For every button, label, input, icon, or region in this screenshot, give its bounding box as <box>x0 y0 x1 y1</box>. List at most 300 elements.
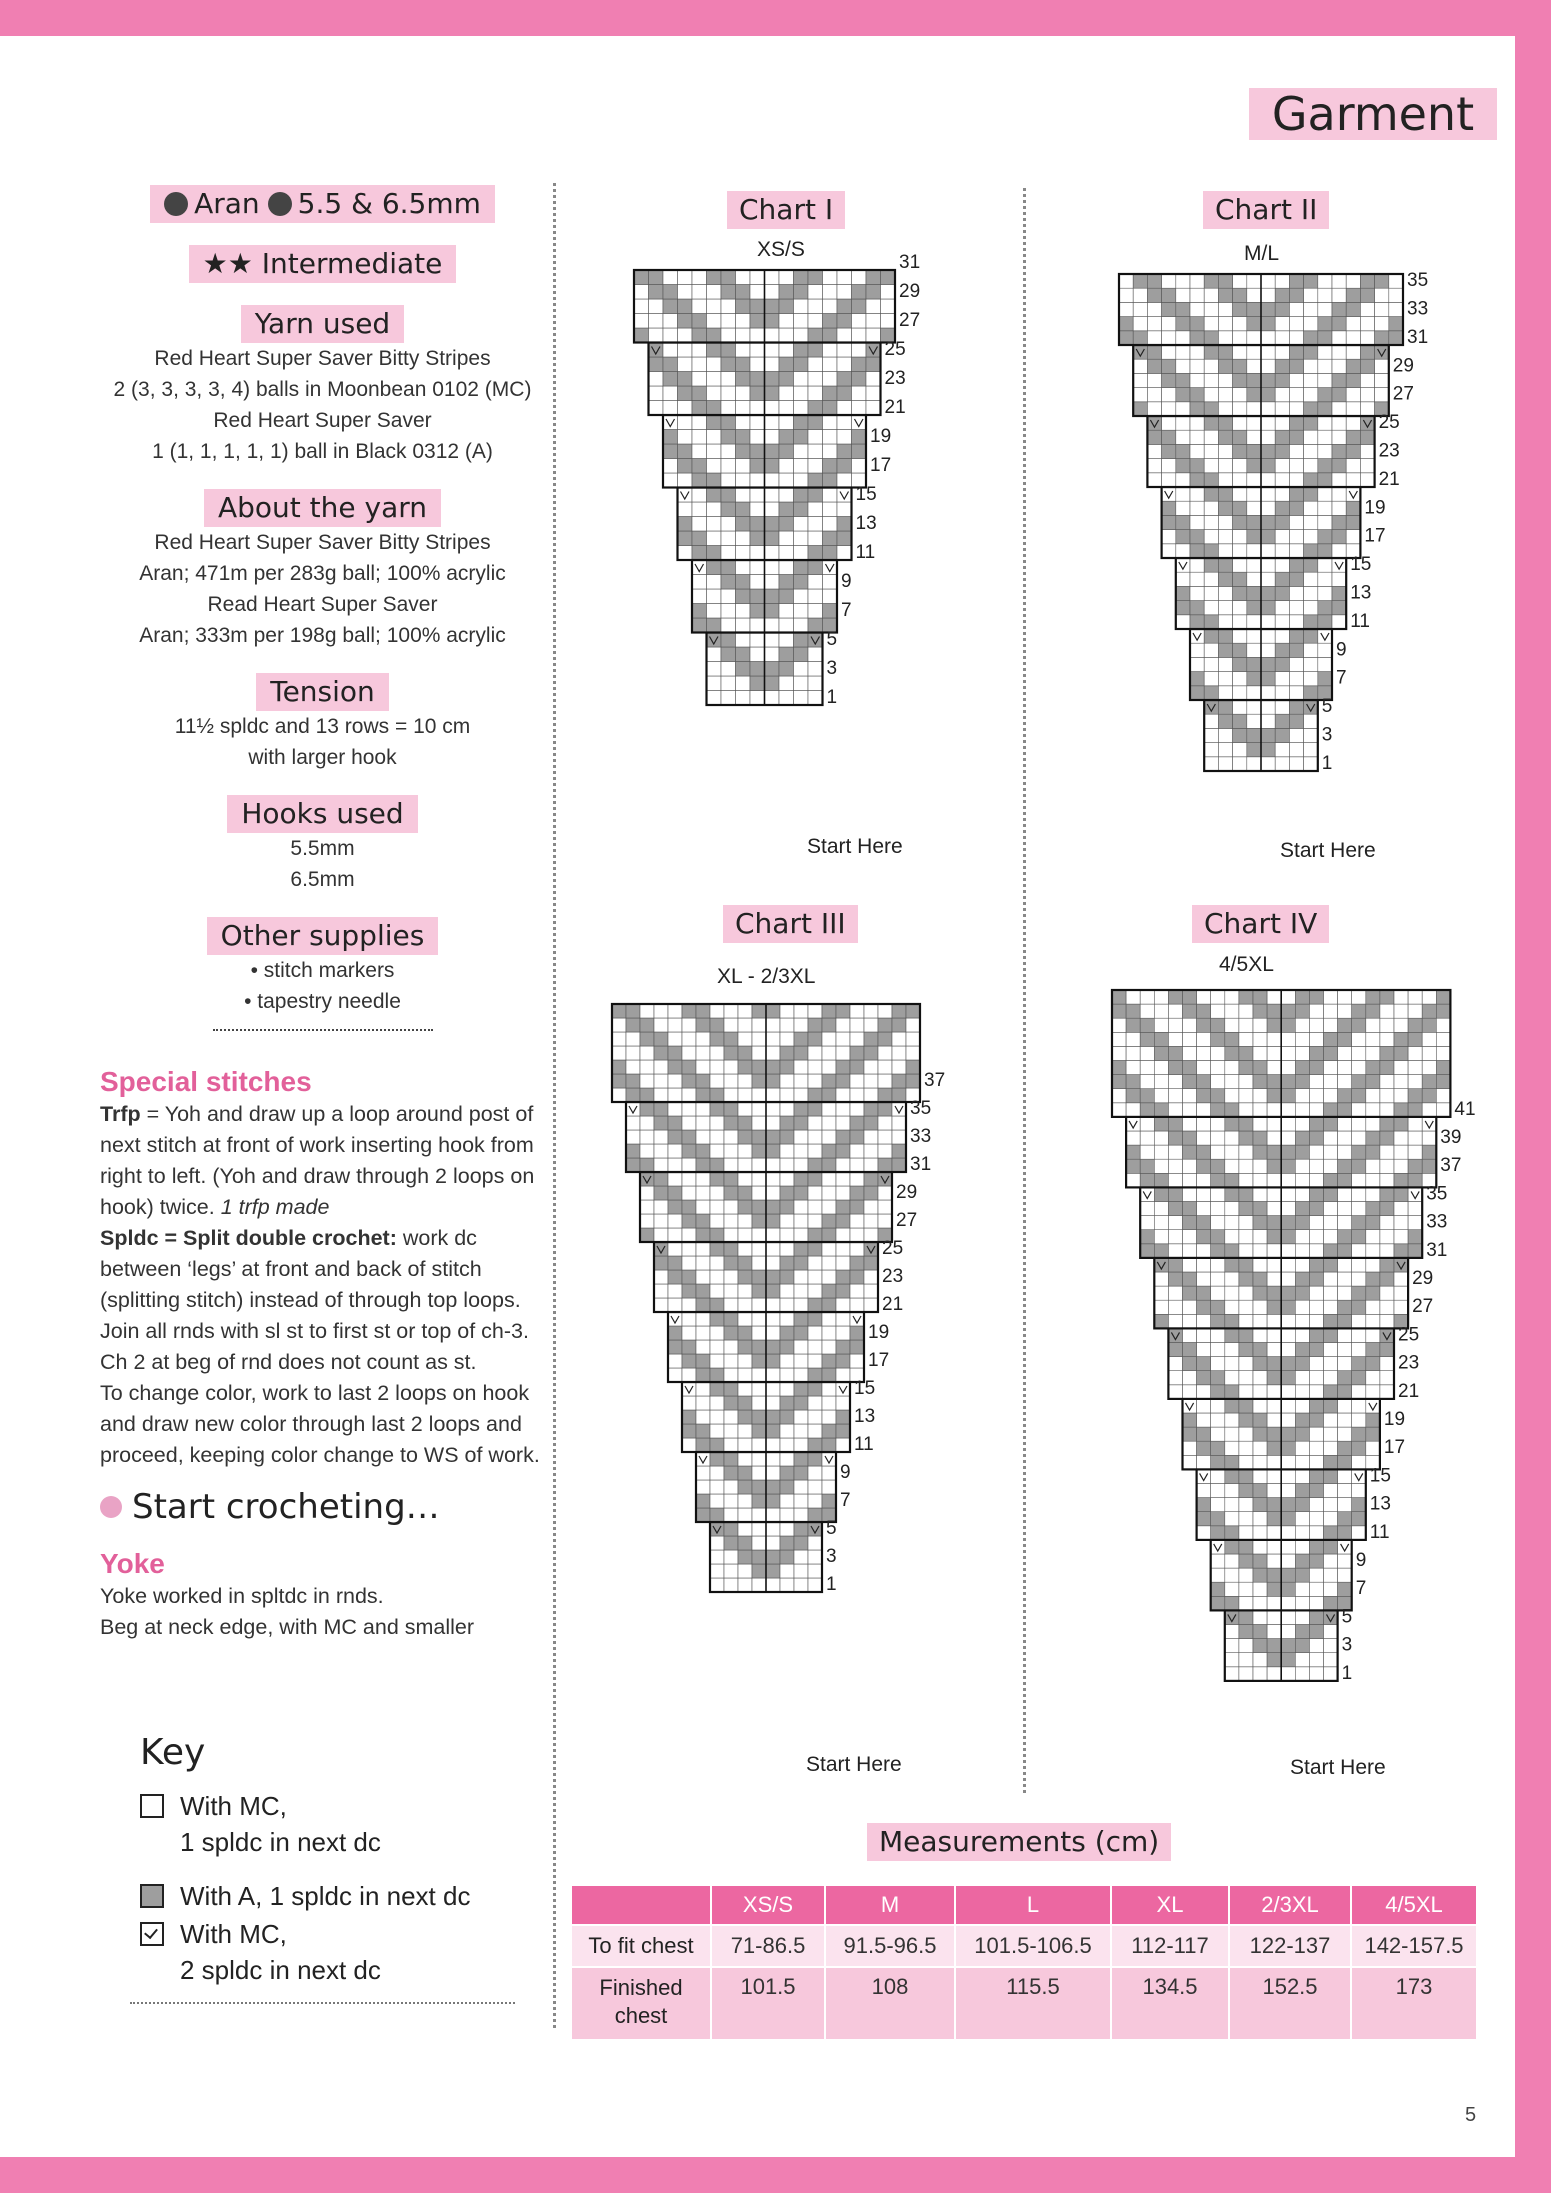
contrast-stitch-cell <box>1360 430 1374 444</box>
mc-stitch-cell <box>1267 1413 1281 1427</box>
mc-stitch-cell <box>766 1438 780 1452</box>
mc-stitch-cell <box>1126 990 1140 1004</box>
contrast-stitch-cell <box>1281 1639 1295 1653</box>
mc-stitch-cell <box>752 1298 766 1312</box>
contrast-stitch-cell <box>750 372 765 387</box>
contrast-stitch-cell <box>1126 1089 1140 1103</box>
mc-stitch-cell <box>766 1452 780 1466</box>
contrast-stitch-cell <box>1197 1018 1211 1032</box>
mc-stitch-cell <box>1147 317 1161 331</box>
mc-stitch-cell <box>1281 1314 1295 1328</box>
contrast-stitch-cell <box>752 1004 766 1018</box>
contrast-stitch-cell <box>640 1158 654 1172</box>
mc-stitch-cell <box>1247 501 1261 515</box>
mc-stitch-cell <box>864 1214 878 1228</box>
mc-stitch-cell <box>654 1270 668 1284</box>
contrast-stitch-cell <box>836 1200 850 1214</box>
contrast-stitch-cell <box>1233 657 1247 671</box>
contrast-stitch-cell <box>1289 629 1303 643</box>
mc-stitch-cell <box>678 415 693 430</box>
contrast-stitch-cell <box>649 270 664 285</box>
contrast-stitch-cell <box>1197 1145 1211 1159</box>
mc-stitch-cell <box>1332 274 1346 288</box>
mc-stitch-cell <box>1346 402 1360 416</box>
mc-stitch-cell <box>1183 1328 1197 1342</box>
contrast-stitch-cell <box>1380 1131 1394 1145</box>
mc-stitch-cell <box>1295 1244 1309 1258</box>
mc-stitch-cell <box>1253 1385 1267 1399</box>
mc-stitch-cell <box>1309 1427 1323 1441</box>
contrast-stitch-cell <box>1324 1455 1338 1469</box>
mc-stitch-cell <box>738 1074 752 1088</box>
contrast-stitch-cell <box>823 328 838 343</box>
mc-stitch-cell <box>1338 1484 1352 1498</box>
mc-stitch-cell <box>1154 1230 1168 1244</box>
contrast-stitch-cell <box>1239 1202 1253 1216</box>
contrast-stitch-cell <box>1380 1187 1394 1201</box>
contrast-stitch-cell <box>1168 1258 1182 1272</box>
contrast-stitch-cell <box>724 1242 738 1256</box>
contrast-stitch-cell <box>822 1088 836 1102</box>
contrast-stitch-cell <box>779 589 794 604</box>
contrast-stitch-cell <box>724 1536 738 1550</box>
mc-stitch-cell <box>1267 1061 1281 1075</box>
yoke-title: Yoke <box>100 1548 165 1579</box>
mc-stitch-cell <box>1281 1526 1295 1540</box>
mc-stitch-cell <box>1211 1427 1225 1441</box>
yarn-used-line: Red Heart Super Saver <box>213 409 432 432</box>
mc-stitch-cell <box>724 1270 738 1284</box>
contrast-stitch-cell <box>692 473 707 488</box>
mc-stitch-cell <box>864 1200 878 1214</box>
contrast-stitch-cell <box>906 1004 920 1018</box>
contrast-stitch-cell <box>1253 1427 1267 1441</box>
mc-stitch-cell <box>1168 1145 1182 1159</box>
mc-stitch-cell <box>1218 459 1232 473</box>
mc-stitch-cell <box>1338 1343 1352 1357</box>
contrast-stitch-cell <box>692 328 707 343</box>
mc-stitch-cell <box>837 502 852 517</box>
mc-stitch-cell <box>1253 1018 1267 1032</box>
mc-stitch-cell <box>1380 1216 1394 1230</box>
mc-stitch-cell <box>1247 274 1261 288</box>
contrast-stitch-cell <box>765 517 780 532</box>
mc-stitch-cell <box>1197 1032 1211 1046</box>
mc-stitch-cell <box>1408 1202 1422 1216</box>
mc-stitch-cell <box>1318 430 1332 444</box>
mc-stitch-cell <box>852 459 867 474</box>
mc-stitch-cell <box>1218 530 1232 544</box>
mc-stitch-cell <box>1261 643 1275 657</box>
contrast-stitch-cell <box>1253 1639 1267 1653</box>
key-item-text: 2 spldc in next dc <box>180 1955 381 1985</box>
mc-stitch-cell <box>1295 1018 1309 1032</box>
contrast-stitch-cell <box>823 459 838 474</box>
row-number-label: 1 <box>1341 1662 1353 1684</box>
mc-stitch-cell <box>1162 530 1176 544</box>
contrast-stitch-cell <box>1289 572 1303 586</box>
mc-stitch-cell <box>1247 331 1261 345</box>
mc-stitch-cell <box>836 1312 850 1326</box>
contrast-stitch-cell <box>1211 1385 1225 1399</box>
mc-stitch-cell <box>1275 388 1289 402</box>
mc-stitch-cell <box>823 517 838 532</box>
mc-stitch-cell <box>724 1018 738 1032</box>
contrast-stitch-cell <box>1147 288 1161 302</box>
contrast-stitch-cell <box>780 1200 794 1214</box>
mc-stitch-cell <box>864 1130 878 1144</box>
mc-stitch-cell <box>808 1480 822 1494</box>
contrast-stitch-cell <box>721 575 736 590</box>
mc-stitch-cell <box>1324 1075 1338 1089</box>
mc-stitch-cell <box>836 1326 850 1340</box>
mc-stitch-cell <box>1197 990 1211 1004</box>
mc-stitch-cell <box>765 328 780 343</box>
mc-stitch-cell <box>878 1200 892 1214</box>
mc-stitch-cell <box>1247 473 1261 487</box>
mc-stitch-cell <box>1162 274 1176 288</box>
mc-stitch-cell <box>1281 1202 1295 1216</box>
contrast-stitch-cell <box>721 647 736 662</box>
row-number-label: 29 <box>1392 355 1414 377</box>
contrast-stitch-cell <box>1168 990 1182 1004</box>
row-number-label: 23 <box>884 367 906 389</box>
contrast-stitch-cell <box>663 299 678 314</box>
mc-stitch-cell <box>1253 1230 1267 1244</box>
mc-stitch-cell <box>682 1242 696 1256</box>
mc-stitch-cell <box>1309 1455 1323 1469</box>
mc-stitch-cell <box>1261 615 1275 629</box>
mc-stitch-cell <box>765 488 780 503</box>
mc-stitch-cell <box>736 270 751 285</box>
mc-stitch-cell <box>1247 402 1261 416</box>
mc-stitch-cell <box>1253 1300 1267 1314</box>
contrast-stitch-cell <box>780 1130 794 1144</box>
mc-stitch-cell <box>1295 1187 1309 1201</box>
mc-stitch-cell <box>1239 1512 1253 1526</box>
mc-stitch-cell <box>1267 1399 1281 1413</box>
special-stitches-title: Special stitches <box>100 1066 312 1097</box>
contrast-stitch-cell <box>1162 302 1176 316</box>
mc-stitch-cell <box>1162 544 1176 558</box>
mc-stitch-cell <box>1183 1300 1197 1314</box>
tension-line: with larger hook <box>248 746 397 769</box>
mc-stitch-cell <box>1253 1258 1267 1272</box>
row-number-label: 11 <box>854 1433 874 1455</box>
mc-stitch-cell <box>780 1158 794 1172</box>
mc-stitch-cell <box>1360 331 1374 345</box>
contrast-stitch-cell <box>1338 1455 1352 1469</box>
mc-stitch-cell <box>823 357 838 372</box>
mc-stitch-cell <box>864 1088 878 1102</box>
mc-stitch-cell <box>808 1410 822 1424</box>
mc-stitch-cell <box>1218 601 1232 615</box>
mc-stitch-cell <box>794 372 809 387</box>
contrast-stitch-cell <box>736 299 751 314</box>
contrast-stitch-cell <box>612 1074 626 1088</box>
mc-stitch-cell <box>808 1074 822 1088</box>
mc-stitch-cell <box>1211 1484 1225 1498</box>
contrast-stitch-cell <box>1324 1244 1338 1258</box>
mc-stitch-cell <box>1233 416 1247 430</box>
mc-stitch-cell <box>1253 1117 1267 1131</box>
mc-stitch-cell <box>1281 1258 1295 1272</box>
mc-stitch-cell <box>1318 657 1332 671</box>
mc-stitch-cell <box>794 546 809 561</box>
row-number-label: 11 <box>1369 1521 1390 1543</box>
mc-stitch-cell <box>1281 1596 1295 1610</box>
mc-stitch-cell <box>1380 1230 1394 1244</box>
mc-stitch-cell <box>1366 1032 1380 1046</box>
contrast-stitch-cell <box>836 1130 850 1144</box>
mc-stitch-cell <box>878 1116 892 1130</box>
contrast-stitch-cell <box>765 299 780 314</box>
row-number-label: 15 <box>1369 1465 1391 1487</box>
mc-stitch-cell <box>682 1088 696 1102</box>
mc-stitch-cell <box>1218 657 1232 671</box>
mc-stitch-cell <box>822 1102 836 1116</box>
mc-stitch-cell <box>1247 686 1261 700</box>
mc-stitch-cell <box>721 546 736 561</box>
row-number-label: 15 <box>1350 554 1372 576</box>
mc-stitch-cell <box>724 1130 738 1144</box>
mc-stitch-cell <box>1197 1385 1211 1399</box>
contrast-stitch-cell <box>1267 1441 1281 1455</box>
row-number-label: 35 <box>1426 1183 1448 1205</box>
mc-stitch-cell <box>1225 1075 1239 1089</box>
mc-stitch-cell <box>837 285 852 300</box>
contrast-stitch-cell <box>1295 1554 1309 1568</box>
mc-stitch-cell <box>752 1102 766 1116</box>
contrast-stitch-cell <box>1225 1469 1239 1483</box>
about-yarn-line: Aran; 471m per 283g ball; 100% acrylic <box>139 562 506 585</box>
mc-stitch-cell <box>808 459 823 474</box>
contrast-stitch-cell <box>1304 629 1318 643</box>
mc-stitch-cell <box>1267 1455 1281 1469</box>
contrast-stitch-cell <box>1218 487 1232 501</box>
contrast-stitch-cell <box>1239 1413 1253 1427</box>
contrast-stitch-cell <box>1261 444 1275 458</box>
mc-stitch-cell <box>663 270 678 285</box>
contrast-stitch-cell <box>1162 373 1176 387</box>
contrast-stitch-cell <box>1247 601 1261 615</box>
mc-stitch-cell <box>678 473 693 488</box>
mc-stitch-cell <box>1267 1117 1281 1131</box>
contrast-stitch-cell <box>1267 1089 1281 1103</box>
mc-stitch-cell <box>1176 402 1190 416</box>
mc-stitch-cell <box>850 1284 864 1298</box>
mc-stitch-cell <box>707 372 722 387</box>
mc-stitch-cell <box>1204 359 1218 373</box>
mc-stitch-cell <box>1168 1032 1182 1046</box>
mc-stitch-cell <box>649 372 664 387</box>
contrast-stitch-cell <box>1295 1075 1309 1089</box>
mc-stitch-cell <box>1324 1667 1338 1681</box>
contrast-stitch-cell <box>1352 1216 1366 1230</box>
contrast-stitch-cell <box>1239 1117 1253 1131</box>
mc-stitch-cell <box>1422 1046 1436 1060</box>
contrast-stitch-cell <box>1247 444 1261 458</box>
mc-stitch-cell <box>1204 430 1218 444</box>
contrast-stitch-cell <box>1225 1117 1239 1131</box>
contrast-stitch-cell <box>750 604 765 619</box>
contrast-stitch-cell <box>1253 1202 1267 1216</box>
mc-stitch-cell <box>1211 1469 1225 1483</box>
contrast-stitch-cell <box>1225 1540 1239 1554</box>
contrast-stitch-cell <box>808 1382 822 1396</box>
mc-stitch-cell <box>1140 1131 1154 1145</box>
mc-stitch-cell <box>1239 1385 1253 1399</box>
mc-stitch-cell <box>1154 1075 1168 1089</box>
mc-stitch-cell <box>1261 714 1275 728</box>
contrast-stitch-cell <box>710 1102 724 1116</box>
contrast-stitch-cell <box>1204 686 1218 700</box>
mc-stitch-cell <box>765 633 780 648</box>
mc-stitch-cell <box>1247 558 1261 572</box>
mc-stitch-cell <box>1126 1061 1140 1075</box>
mc-stitch-cell <box>1338 1117 1352 1131</box>
contrast-stitch-cell <box>1360 359 1374 373</box>
contrast-stitch-cell <box>1190 473 1204 487</box>
contrast-stitch-cell <box>1281 1300 1295 1314</box>
mc-stitch-cell <box>866 299 881 314</box>
row-number-label: 21 <box>882 1293 904 1315</box>
mc-stitch-cell <box>1289 302 1303 316</box>
mc-stitch-cell <box>1338 1004 1352 1018</box>
mc-stitch-cell <box>1324 1413 1338 1427</box>
contrast-stitch-cell <box>1261 373 1275 387</box>
contrast-stitch-cell <box>612 1004 626 1018</box>
mc-stitch-cell <box>822 1130 836 1144</box>
contrast-stitch-cell <box>692 401 707 416</box>
yarn-ball-icon <box>100 1496 122 1518</box>
mc-stitch-cell <box>1304 501 1318 515</box>
contrast-stitch-cell <box>640 1102 654 1116</box>
contrast-stitch-cell <box>1352 1004 1366 1018</box>
mc-stitch-cell <box>1204 501 1218 515</box>
contrast-stitch-cell <box>1211 1032 1225 1046</box>
contrast-stitch-cell <box>663 285 678 300</box>
mc-stitch-cell <box>738 1018 752 1032</box>
mc-stitch-cell <box>654 1200 668 1214</box>
mc-stitch-cell <box>1126 1032 1140 1046</box>
mc-stitch-cell <box>738 1172 752 1186</box>
mc-stitch-cell <box>780 1102 794 1116</box>
contrast-stitch-cell <box>1324 1469 1338 1483</box>
mc-stitch-cell <box>678 502 693 517</box>
mc-stitch-cell <box>640 1186 654 1200</box>
mc-stitch-cell <box>1126 1046 1140 1060</box>
mc-stitch-cell <box>1324 1512 1338 1526</box>
contrast-stitch-cell <box>823 314 838 329</box>
contrast-stitch-cell <box>1211 1314 1225 1328</box>
mc-stitch-cell <box>850 1298 864 1312</box>
contrast-stitch-cell <box>1247 302 1261 316</box>
contrast-stitch-cell <box>1324 1173 1338 1187</box>
mc-stitch-cell <box>1304 388 1318 402</box>
contrast-stitch-cell <box>808 473 823 488</box>
contrast-stitch-cell <box>837 372 852 387</box>
mc-stitch-cell <box>794 589 809 604</box>
mc-stitch-cell <box>1309 1512 1323 1526</box>
contrast-stitch-cell <box>1253 1272 1267 1286</box>
mc-stitch-cell <box>794 386 809 401</box>
mc-stitch-cell <box>1239 1159 1253 1173</box>
mc-stitch-cell <box>752 1046 766 1060</box>
row-number-label: 13 <box>1350 582 1372 604</box>
mc-stitch-cell <box>1318 558 1332 572</box>
mc-stitch-cell <box>881 314 896 329</box>
mc-stitch-cell <box>1168 1159 1182 1173</box>
contrast-stitch-cell <box>1352 1357 1366 1371</box>
mc-stitch-cell <box>707 444 722 459</box>
mc-stitch-cell <box>710 1550 724 1564</box>
mc-stitch-cell <box>738 1228 752 1242</box>
mc-stitch-cell <box>1154 1286 1168 1300</box>
mc-stitch-cell <box>724 1438 738 1452</box>
mc-stitch-cell <box>1253 1159 1267 1173</box>
contrast-stitch-cell <box>1318 672 1332 686</box>
contrast-stitch-cell <box>668 1326 682 1340</box>
contrast-stitch-cell <box>1233 288 1247 302</box>
contrast-stitch-cell <box>1190 672 1204 686</box>
row-number-label: 35 <box>910 1097 932 1119</box>
contrast-stitch-cell <box>1140 1173 1154 1187</box>
mc-stitch-cell <box>1225 1004 1239 1018</box>
contrast-stitch-cell <box>1422 1145 1436 1159</box>
chart-1-grid <box>630 251 940 830</box>
mc-stitch-cell <box>1211 990 1225 1004</box>
mc-stitch-cell <box>808 1564 822 1578</box>
measurements-col-header: 2/3XL <box>1229 1886 1351 1925</box>
mc-stitch-cell <box>823 589 838 604</box>
contrast-stitch-cell <box>1275 302 1289 316</box>
contrast-stitch-cell <box>1247 586 1261 600</box>
contrast-stitch-cell <box>1133 274 1147 288</box>
mc-stitch-cell <box>752 1452 766 1466</box>
mc-stitch-cell <box>1225 1230 1239 1244</box>
contrast-stitch-cell <box>808 1102 822 1116</box>
mc-stitch-cell <box>1197 1258 1211 1272</box>
mc-stitch-cell <box>1168 1173 1182 1187</box>
mc-stitch-cell <box>808 372 823 387</box>
mc-stitch-cell <box>640 1074 654 1088</box>
mc-stitch-cell <box>1162 402 1176 416</box>
mc-stitch-cell <box>1289 459 1303 473</box>
mc-stitch-cell <box>1295 1230 1309 1244</box>
contrast-stitch-cell <box>1204 331 1218 345</box>
mc-stitch-cell <box>1295 1582 1309 1596</box>
mc-stitch-cell <box>1197 1173 1211 1187</box>
contrast-stitch-cell <box>1281 1004 1295 1018</box>
mc-stitch-cell <box>1422 1131 1436 1145</box>
contrast-stitch-cell <box>736 517 751 532</box>
mc-stitch-cell <box>1211 1075 1225 1089</box>
mc-stitch-cell <box>1366 1328 1380 1342</box>
contrast-stitch-cell <box>1239 1554 1253 1568</box>
mc-stitch-cell <box>780 1242 794 1256</box>
contrast-stitch-cell <box>1281 1357 1295 1371</box>
mc-stitch-cell <box>736 415 751 430</box>
mc-stitch-cell <box>1380 1357 1394 1371</box>
mc-stitch-cell <box>1211 1357 1225 1371</box>
contrast-stitch-cell <box>1183 1075 1197 1089</box>
mc-stitch-cell <box>823 270 838 285</box>
contrast-stitch-cell <box>1154 1244 1168 1258</box>
mc-stitch-cell <box>780 1004 794 1018</box>
contrast-stitch-cell <box>823 531 838 546</box>
mc-stitch-cell <box>836 1102 850 1116</box>
